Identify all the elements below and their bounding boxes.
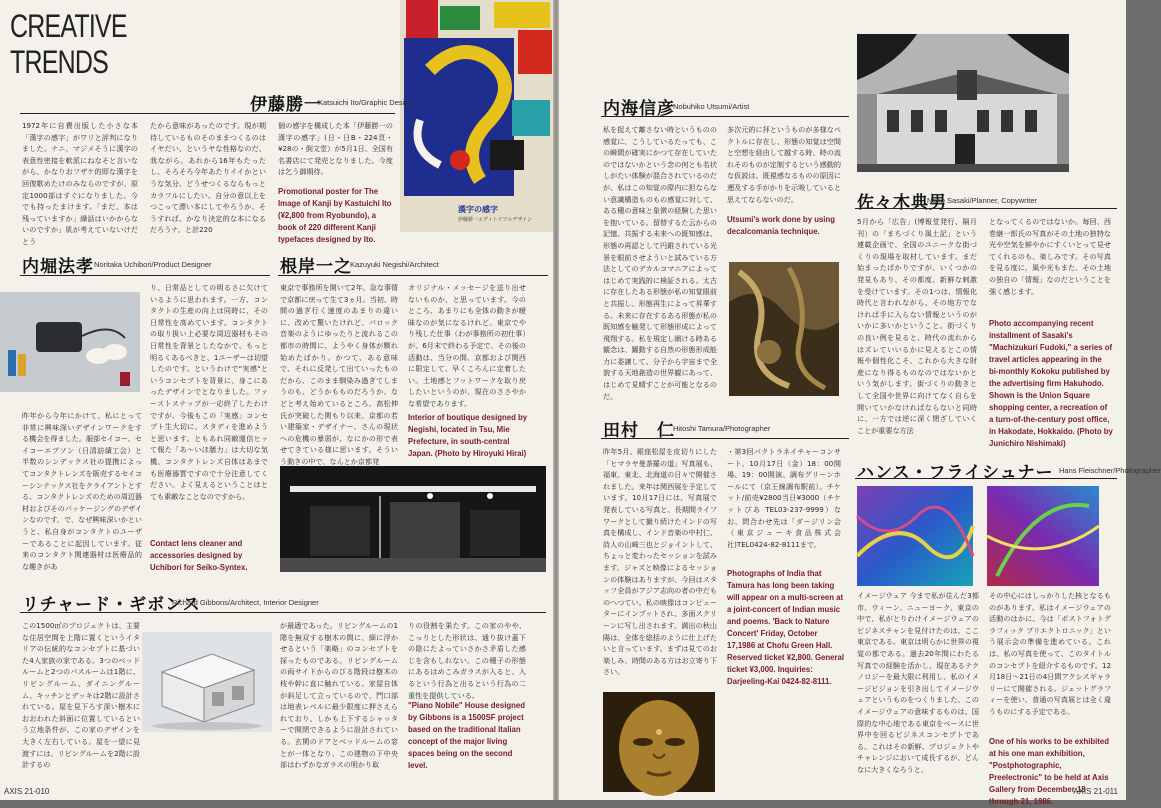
union-square-building-image	[857, 34, 1069, 172]
ito-name-en: Katsuichi Ito/Graphic Designer	[318, 98, 420, 107]
left-page	[0, 0, 553, 800]
fleischner-artwork-2	[987, 486, 1099, 586]
fleischner-col-2: その中心にはしっかりした核となるものがあります。私はイメージウェアの活動のはかに、今は「ポストフォトグラフィック プリエクトロニック」という展示会の準備を進めている。これは、私の写真を使って、このタイトルのコンセプトを紹介するものです。12月18日～21日の4日間アクシスギャラリーにて開催される。ジェットグラフィーを使い、普通の写真展とは全く違うものにする予定である。	[989, 591, 1111, 716]
gibbons-col-3: りの役割を果たす。この家のやや、こっりとした形状は、通り抜け蓋下の陰にたよっていさかさ矛盾した感じを含もしれない。この種子の形態にあるはめこみガラスが入ると、入るという行為と出るという行為の二重性を提供している。	[408, 621, 526, 700]
kanji-poster-image	[400, 0, 553, 232]
fleischner-caption: One of his works to be exhibited at his one man exhibition, "Postphotographic, Preelectronic" to be held at Axis Gallery from December 18 through 21, 1986.	[989, 737, 1110, 806]
section-title: CREATIVE TRENDS	[10, 8, 127, 80]
decalcomania-artwork-image	[729, 262, 839, 396]
uchibori-name-en: Noritaka Uchibori/Product Designer	[94, 260, 212, 269]
fleischner-col-1: イメージウェア 今まで私が住んだ3都市、ウィーン、ニューヨーク、東京の中で、私がとりわけイメージウェアのビジネスチャンを見付けたのは、ここ東京である。東京は明らかに世界の視覚の都である。過去20年間にわたる写真での経験を活かし、現在あるテクノロジーを最大限に利用し、私のイメージビジョンを引き出してイメージウェアというものをつくりました。このイメージウェアの意味するものは、国際的な中心地である東京をベースに世界中を回るビジネスコンセプトである。これはその新鮮、プロジェクトやチャレンジにおいて成長するが、どんなに大きくなろうと、	[857, 591, 979, 774]
negishi-name-en: Kazuyuki Negishi/Architect	[350, 260, 439, 269]
ito-col-3: 個の感字を構成した本「伊藤勝一の漢字の感字」(日・日B・224頁・¥28の・倒文堂）が5月1日、全国有名書店にて発売となりました。今度は乞う御期待。	[278, 121, 393, 177]
ito-col-2: たから意味があったのです。現が期待しているものそのままつくるのはイヤだい、というヤな性格なのだ、我ながら。あれから16年もたったし、そろそろ今年あたりイイかというな気分。どうせつくるならもっとカラフルにしたい。自分の意以上をつこって漂い本にしてやろうか、そうすれば、かなり決定的な本になるだろうナ。と計220	[150, 121, 266, 235]
boutique-interior-image	[280, 466, 546, 572]
fleischner-rule	[855, 478, 1117, 479]
gibbons-rule	[20, 612, 546, 613]
fleischner-artwork-1	[857, 486, 973, 586]
sasaki-col-1: 5月から「広告」(博報堂発行、隔月刊）の「まちづくり風土記」という連載企画で、全国のユニークな街づくりの現場を取材しています。まだ始まったばかりですが、いくつかの発見もあり、その都度、新鮮な刺激を受けています。その1つは、情報化時代と言われながら、その地方でなければ手に入らない情報というのがいかに多いかということ。街づくりの良い例を見ると、時代の流れからはズレていいるかに見えるとこの情報や個性化こそ、これから大きな財産になり得るものなのではないかという気がします。街づくりの動きとして全国や世界に向けてなく自らを開いていかなければならないと同時に、一方では逆に深く閉ざしていくことが重要な方法	[857, 217, 977, 435]
sasaki-caption: Photo accompanying recent installment of Sasaki's "Machizukuri Fudoki," a series of travel articles appearing in the bi-monthly Kokoku published by the advertising firm Hakuhodo. Shown is the Union Square shopping center, a recreation of a turn-of-the-century post office, in Hakodate, Hokkaido. (Photo by Junichiro Nishimaki)	[989, 319, 1113, 448]
negishi-col-2: オリジナル・メッセージを送り出せないものか、と思っています。今のところ、あまりにも全体の動きが曖昧なのが気になるけれど。東京でやり残した仕事（わが事務所の初仕事）が、6月末で終わる予定で、その後の活動は、当分の間、京都および関西に限定して、早くころんに定着したい。土地感とフットワークを取り戻したいというのが、現在のささやかな希望であります。	[408, 283, 526, 408]
gibbons-col-2: が最適であった。リビングルームの1階を無双する樹木の間に、細に浮かせるという「楽略」のコンセプトを採ったものである。リビングルームの両サイドからのびる階段は樹木の枝や幹に直に触れている。家屋自体が斜足して立っているので、門口部は地表レベルに最少限度に押さえられており、しかも上下するシャッターで開閉できるように設計されている。玄関のドアとベッドルームの窓とが一体となり、この建物の下中央部はわずかなガラスの明かり取	[280, 621, 398, 770]
sasaki-rule	[855, 208, 1117, 209]
ito-col-1: 1972年に自費出版した小さな本「漢字の感字」がワリと評判になりました。ナニ、マジメそうに漢字の表意性密接を軟派にねなそと言いながら、かなりおフザケ的即な漢字を回復歌めたけのみならのですが、原定1000部はすぐになりました。今でも持ったまけます。「まだ、本は残っていますか」繰話はいかからないのですか」肌が考えていないけだとう	[22, 121, 138, 246]
ito-name: 伊藤勝一	[250, 95, 322, 115]
ito-rule	[20, 113, 395, 114]
fleischner-name-en: Hans Fleischner/Photographer	[1059, 466, 1161, 475]
sasaki-col-2: となってくるのではないか。毎回、西巻継一郎氏の写真がその土地の独特な光や空気を鮮やかにすくいとって見せてくれるのも、楽しみです。その写真を見る度に、風や光もまた、その土地の独自の「情報」なのだということを強く感じます。	[989, 217, 1111, 296]
gibbons-caption: "Piano Nobile" House designed by Gibbons is a 1500SF project based on the traditional Italian concept of the major living spaces being on the second level.	[408, 701, 525, 770]
piano-nobile-house-model-image	[142, 632, 272, 732]
utsumi-name-en: Nobuhiko Utsumi/Artist	[673, 102, 750, 111]
tamura-col-2: ・第3回パクトラネイチャーコンサート、10月17日（金）18：00開場、19：00開演、調布グリーンホールにて（京王線調布駅前）。チケット/前売¥2800当日¥3000（チケットぴあ TEL03-237-9999）なお、問合わせ先は「ダージリン会（東京ジューキ食品株式会社)TEL0424-82-8111まで。	[727, 447, 841, 549]
sasaki-name: 佐々木典男	[857, 193, 947, 213]
tamura-col-1: 昨年5月、銀座松屋を皮切りにした「ヒマラヤ曼荼羅の道」写真展も、福東、東北、北海道の日々で開催されました。来年は関西展を予定しています。10月17日には、写真展で発表している写真と、長期間ライフワークとして撮り続けたインドの写真を構成し、インド音楽の中村仁、詩人の山崎三也とジョイントして、ちょっと変わったセッションを試みます。ジャズと映像によるセッションの体験はありますが、今回はスタッフ全員がアジア志向の者の中だものへつてい。私の映像はコンピューターにインプットされ、多面スクリーンに写し出されます。満出の秋山陽は、全体を総括のように仕上げたいと言っています。まずは見てのお楽しみ、時間のある方はお立寄り下さい。	[603, 447, 717, 677]
gibbons-name-en: Richard Gibbons/Architect, Interior Designer	[172, 598, 319, 607]
utsumi-name: 内海信彦	[603, 99, 675, 119]
uchibori-name: 内堀法孝	[22, 257, 94, 277]
utsumi-col-1: 私を捉えて離さない時というものの感覚に、こうしているたっても、この瞬間が確実にかつて存在していたのではないかという念の何とも名状しがたい体験が混合されているのだが、私はこの知覚の際内に担ならない意識構造ものもの感覚に対して、ある種の意味と象徴の経験した思いを抱いている。留替するた云からの記憶、共振する未来への既知感は、形態の再認として円錐されている光景を眼前させよういと試みている方法としてのデカルコマニアによってはじめて実践的に検証される。太古に存在したある形態が私の知覚眼前と共振し、形態再生によって昇華する。未来に存在するある形態が私の既知感を触発して形態形成によって飛翔する。私を規定し網ける時ある観念は、躍動する自然の形態形成能力に委譲して、分子から宇宙まで全貌する天地創造の世界観にあって、はじめて見晴すことが可能となるのだ。	[603, 125, 717, 401]
uchibori-caption: Contact lens cleaner and accessories designed by Uchibori for Seiko-Syntex.	[150, 539, 248, 572]
uchibori-col-b: 昨年から今年にかけて、私にとって非常に興味深いデザインワークをする機会を得ました。服部セイコー、セイコーエプソン（日清訪績工会）と半数のシンデックス社の提携によってコンタクトレンズを販売するセイコーシンテックス社をクライアントとする、コンタクトレンズのための周辺器材およびそのパッケージングのデザインなのです。で、なぜ興味深いかというと、私自身がコンタクトのユーザーであることに起因しています。従来のコンタクト関連器材は医療品的な趣きがあ	[22, 411, 142, 571]
uchibori-col-a: り、日常品としての明るさに欠けているように思われます。一方、コンタクトの生産の向上は同時に、その日常性を高めています。コンタクトの取り扱い上必要な周辺器材もその日常性を背景としたなかで、もっと明るくあるべきと、1ユーザーは切望したのです。というわけで"実感"というコンセプトを背景に、身こにあったデザインでとなりました。ファーストステップが一応終了したわけですが、今後もこの「実感」コンセプト生大切に、スタディを進めようと思います。ともあれ同敵運信ヒッて報た「あ～いほ膳力」は大切な気機、コンタクトレンズ自体はあまでも医療器質ですので十分注意してください。よく見えるということはとても素敵なことなのですから。	[150, 283, 269, 501]
poster-subtitle: 伊藤勝一エディトリアルデザイン	[458, 217, 533, 223]
ito-caption: Promotional poster for The Image of Kanji by Kastuichi Ito (¥2,800 from Ryobundo), a book of 220 different Kanji typefaces designed by Ito.	[278, 187, 392, 244]
right-page-number: AXIS 21-011	[1073, 787, 1118, 796]
kanji-poster-graphic	[400, 0, 553, 232]
utsumi-col-2: 多次元的に拝というものが多様なベクトルに存在し、形態の知覚は空間と空想を経由して越する時、時の流れそのものが定制するという感動的な仮説は、既視感なるものの原因に遡及する手がかりを示唆していると思えてならないのだ。	[727, 125, 841, 204]
negishi-col-1: 東京で事務所を開いて2年、急な事情で京都に戻って生て3ヵ月。当初、時間の過ぎ行く速度のあまりの違いに、改めて驚いたけれど、バロック音楽のようにゆったりと流れるこの都市の時間に、ようやく身体が馴れ始めたばかり。かつて、ある意味で、それに反発して出ていったものだから、このまま馴染み過ぎてしまうのも、どうかもものだろうか、などと考え始めているところ。高松伸氏が突破した関もり以来、京都の若い建築家・デザイナー、さんの現状への危機の暴弱が、なにかの形で表せてきている様に思います。そういう動きの中で、なんとか京都発	[280, 283, 399, 466]
contact-lens-kit-image	[0, 292, 140, 392]
poster-title: 漢字の感字	[458, 205, 498, 214]
left-page-number: AXIS 21-010	[4, 787, 50, 796]
tamura-caption: Photographs of India that Tamura has long been taking will appear on a multi-screen at a joint-concert of Indian music and poems. 'Back to Nature Concert' Friday, October 17,1986 at Chofu Green Hall. Reserved ticket ¥2,800. General ticket ¥3,000. Inquiries: Darjeeling-Kai 0424-82-8111.	[727, 569, 845, 686]
tamura-name: 田村 仁	[603, 421, 675, 441]
negishi-caption: Interior of boutique designed by Negishi, located in Tsu, Mie Prefecture, in south-central Japan. (Photo by Hiroyuki Hirai)	[408, 413, 528, 458]
utsumi-caption: Utsumi's work done by using decalcomania technique.	[727, 215, 835, 236]
fleischner-name: ハンス・フライシュナー	[857, 463, 1054, 483]
utsumi-rule	[601, 116, 849, 117]
uchibori-rule	[20, 275, 270, 276]
right-page	[559, 0, 1161, 806]
tamura-rule	[601, 438, 849, 439]
tamura-name-en: Hitoshi Tamura/Photographer	[673, 424, 771, 433]
gibbons-col-1: この1500㎡のプロジェクトは、主要な住居空間を上階に置くというイタリアの伝統的なコンセプトに基づいた4人家族の家である。3つのベッドルームと2つのバスルームは1階に、リビングルーム、ダイニングルーム、キッチンとデッキは2階に設計されている。屋を見下ろす深い樹木におおわれた斜面に位置しているという立地条件が、この家のデザインを大きく左右している。屋を一望に見渡すには、リビングルームを2階に設計するの	[22, 621, 140, 770]
gibbons-name: リチャード・ギボンス	[22, 595, 201, 615]
sasaki-name-en: Norio Sasaki/Planner, Copywriter	[927, 196, 1038, 205]
golden-buddha-statue-image	[603, 692, 715, 792]
negishi-rule	[278, 275, 548, 276]
negishi-name: 根岸一之	[280, 257, 352, 277]
